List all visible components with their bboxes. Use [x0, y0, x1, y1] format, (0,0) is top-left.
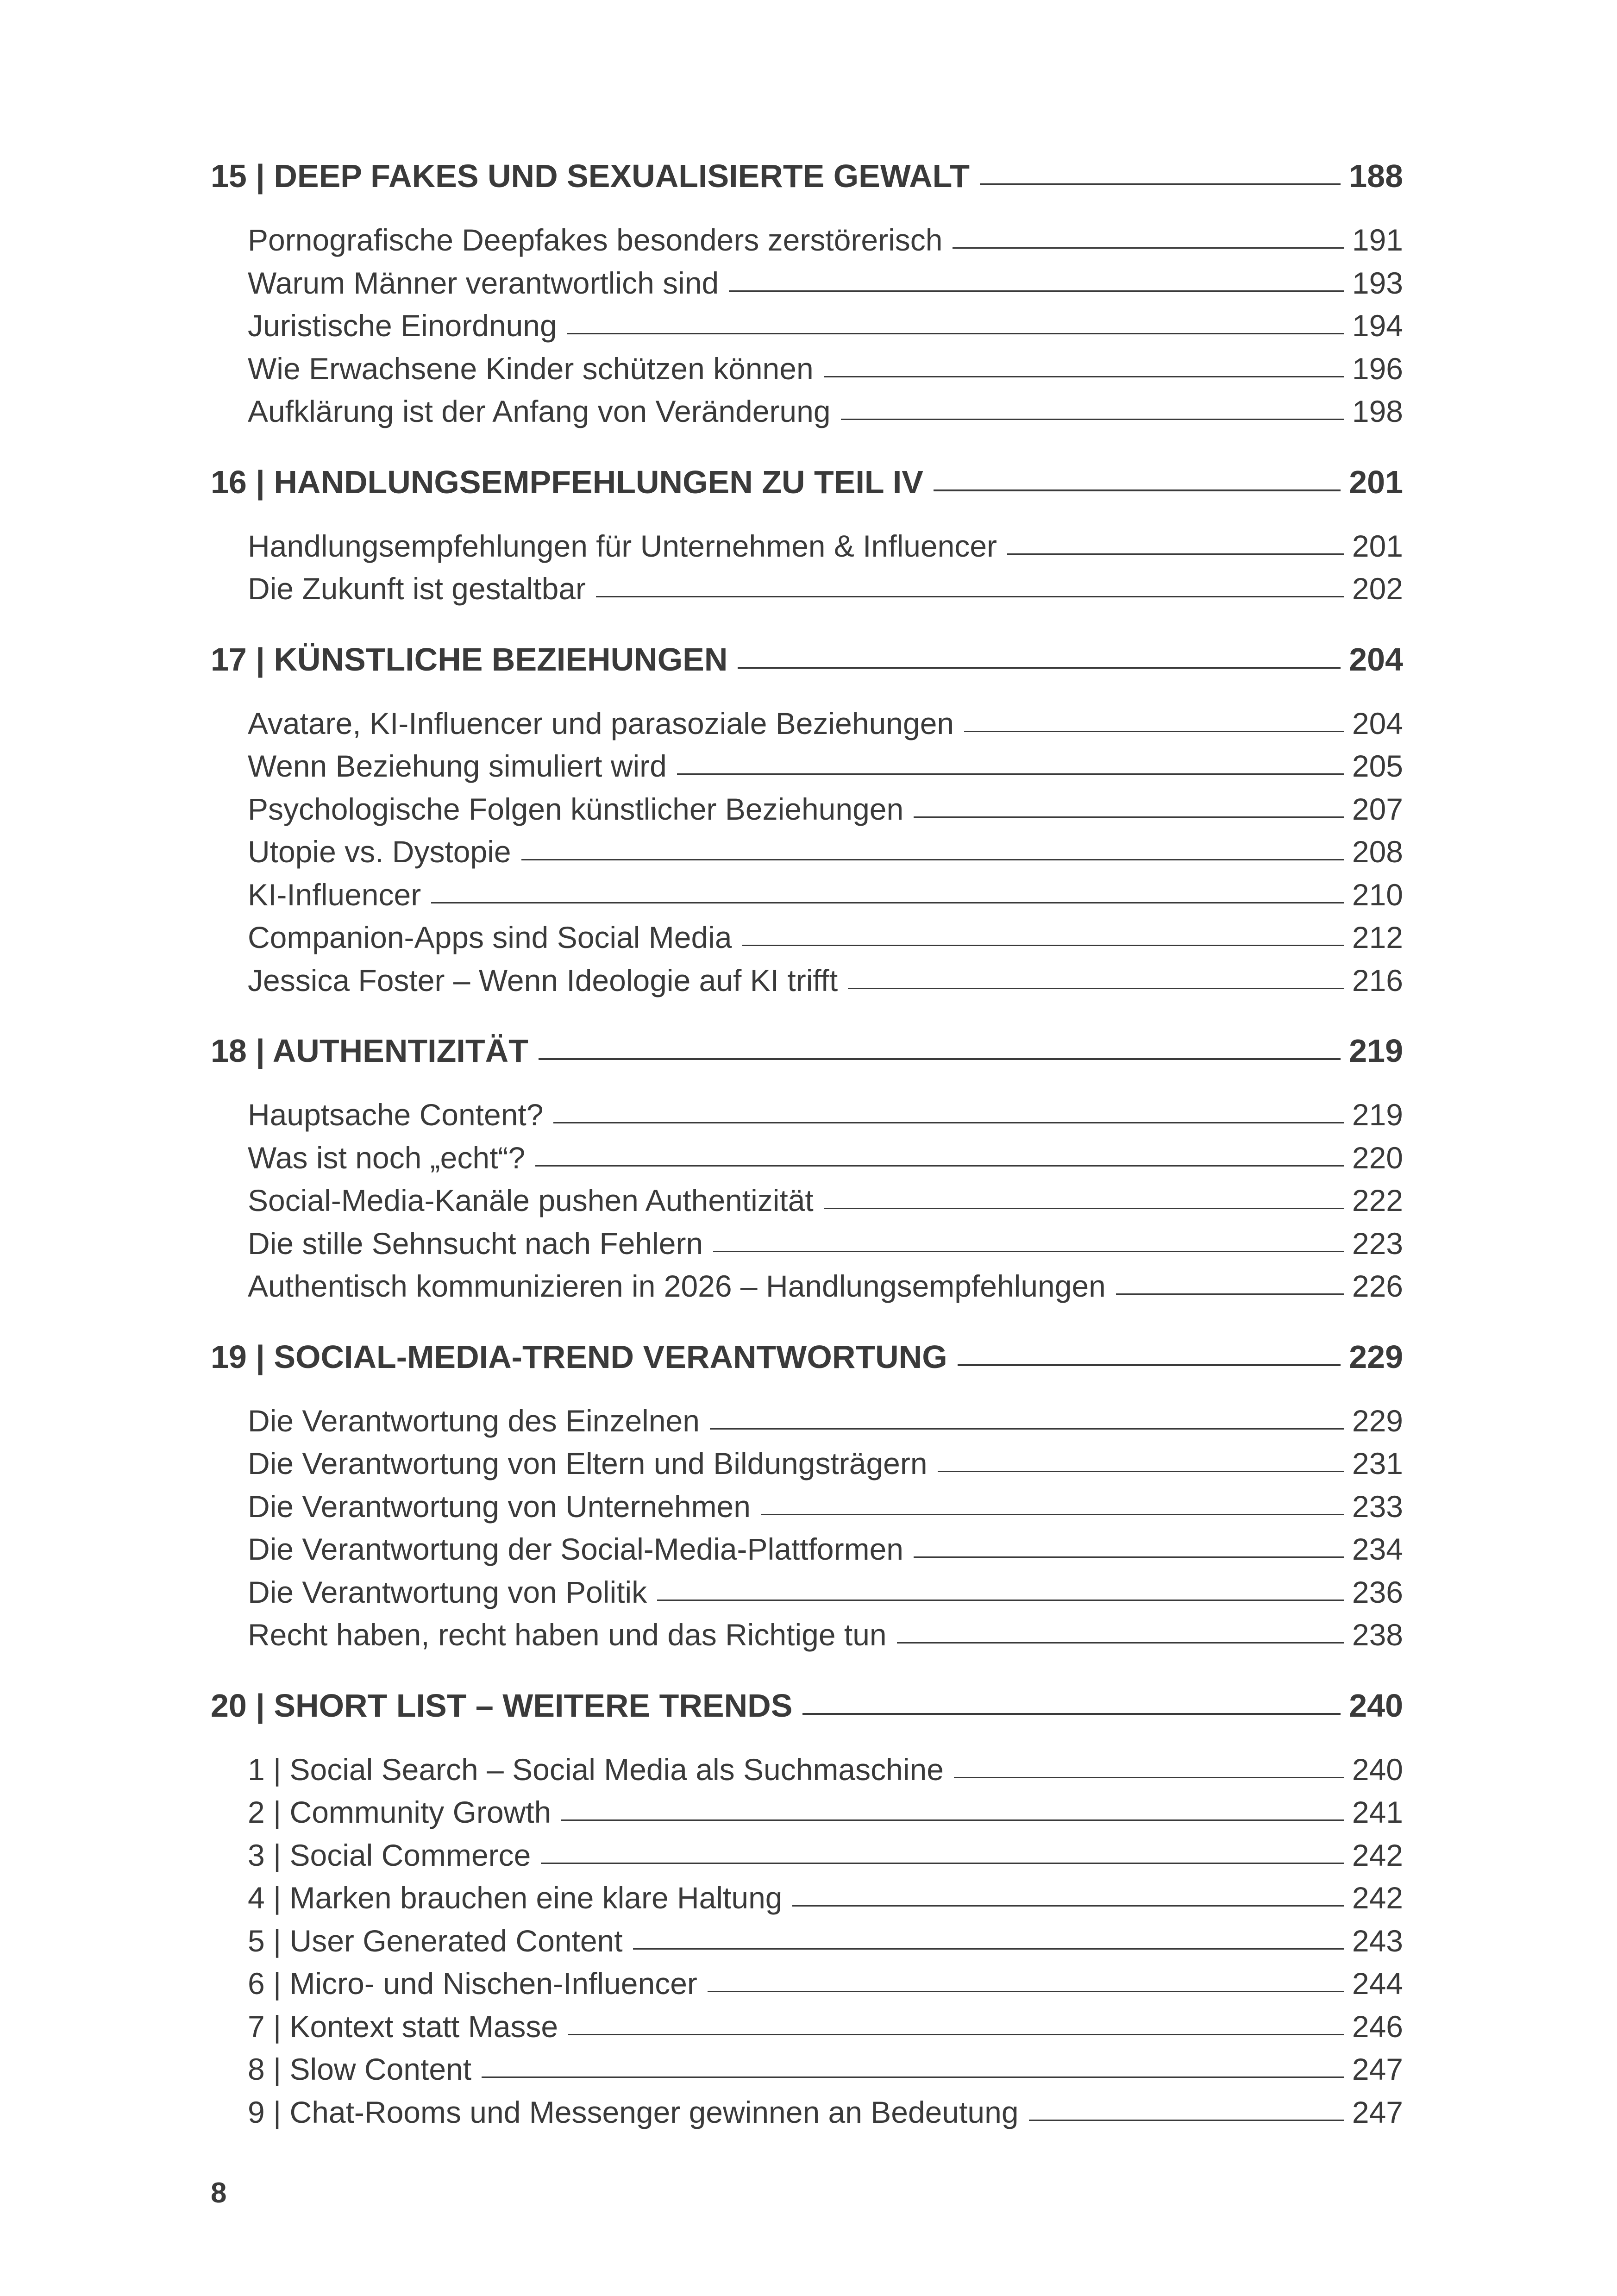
- entry-title: Hauptsache Content?: [248, 1098, 544, 1132]
- entry-page-number: 246: [1352, 2009, 1403, 2044]
- leader-line: [553, 1122, 1343, 1123]
- page-number: 8: [211, 2177, 227, 2209]
- entry-page-number: 202: [1352, 571, 1403, 606]
- toc-entry[interactable]: [211, 1752, 1403, 1795]
- leader-line: [568, 2034, 1344, 2035]
- toc-entry[interactable]: [211, 1140, 1403, 1183]
- chapter-title: 18 | AUTHENTIZITÄT: [211, 1033, 528, 1069]
- entry-title: Avatare, KI-Influencer und parasoziale Beziehungen: [248, 706, 954, 740]
- entry-title: 4 | Marken brauchen eine klare Haltung: [248, 1881, 783, 1915]
- leader-line: [761, 1514, 1344, 1515]
- entry-page-number: 236: [1352, 1575, 1403, 1609]
- entry-page-number: 219: [1352, 1098, 1403, 1132]
- entry-page-number: 234: [1352, 1532, 1403, 1566]
- toc-chapter-heading[interactable]: [211, 157, 1403, 207]
- entry-page-number: 243: [1352, 1923, 1403, 1958]
- entry-page-number: 212: [1352, 920, 1403, 954]
- entry-page-number: 205: [1352, 749, 1403, 783]
- chapter-title: 20 | SHORT LIST – WEITERE TRENDS: [211, 1687, 793, 1724]
- entry-title: Wenn Beziehung simuliert wird: [248, 749, 667, 783]
- toc-entry[interactable]: [211, 1794, 1403, 1838]
- leader-line: [482, 2076, 1344, 2078]
- toc-entry[interactable]: [211, 571, 1403, 614]
- leader-line: [677, 773, 1344, 775]
- toc-chapter-heading[interactable]: [211, 1338, 1403, 1388]
- toc-entry[interactable]: [211, 1966, 1403, 2009]
- entry-title: Pornografische Deepfakes besonders zerstörerisch: [248, 223, 943, 257]
- leader-line: [848, 988, 1344, 989]
- leader-line: [824, 376, 1344, 377]
- chapter-title: 19 | SOCIAL-MEDIA-TREND VERANTWORTUNG: [211, 1338, 947, 1375]
- toc-entry[interactable]: [211, 1489, 1403, 1532]
- toc-entry[interactable]: [211, 1097, 1403, 1140]
- entry-page-number: 242: [1352, 1838, 1403, 1872]
- entry-title: 6 | Micro- und Nischen-Influencer: [248, 1966, 697, 2001]
- entry-page-number: 201: [1352, 528, 1403, 563]
- leader-line: [802, 1713, 1341, 1715]
- chapter-spacer: [211, 1388, 1403, 1403]
- entry-page-number: 226: [1352, 1269, 1403, 1303]
- leader-line: [561, 1819, 1344, 1821]
- entry-page-number: 210: [1352, 877, 1403, 912]
- leader-line: [710, 1428, 1344, 1430]
- toc-entry[interactable]: [211, 265, 1403, 308]
- entry-title: Social-Media-Kanäle pushen Authentizität: [248, 1183, 814, 1217]
- toc-entry[interactable]: [211, 748, 1403, 791]
- entry-page-number: 244: [1352, 1966, 1403, 2001]
- entry-page-number: 220: [1352, 1140, 1403, 1175]
- leader-line: [708, 1991, 1344, 1992]
- entry-title: KI-Influencer: [248, 877, 421, 912]
- entry-title: 2 | Community Growth: [248, 1795, 552, 1829]
- leader-line: [841, 419, 1344, 420]
- leader-line: [742, 945, 1344, 946]
- leader-line: [1007, 553, 1344, 555]
- entry-title: 1 | Social Search – Social Media als Suchmaschine: [248, 1752, 944, 1787]
- entry-title: Companion-Apps sind Social Media: [248, 920, 732, 954]
- leader-line: [938, 1471, 1344, 1472]
- toc-entry[interactable]: [211, 2051, 1403, 2095]
- entry-title: 3 | Social Commerce: [248, 1838, 531, 1872]
- chapter-page-number: 201: [1349, 464, 1403, 500]
- entry-page-number: 229: [1352, 1403, 1403, 1438]
- toc-entry[interactable]: [211, 1531, 1403, 1575]
- chapter-page-number: 240: [1349, 1687, 1403, 1724]
- entry-page-number: 196: [1352, 351, 1403, 386]
- toc-entry[interactable]: [211, 791, 1403, 834]
- entry-title: 9 | Chat-Rooms und Messenger gewinnen an Bedeutung: [248, 2095, 1019, 2129]
- leader-line: [633, 1948, 1344, 1950]
- toc-entry[interactable]: [211, 1575, 1403, 1618]
- toc-chapter-heading[interactable]: [211, 641, 1403, 691]
- leader-line: [521, 859, 1344, 860]
- entry-page-number: 242: [1352, 1881, 1403, 1915]
- entry-page-number: 233: [1352, 1489, 1403, 1524]
- chapter-title: 15 | DEEP FAKES UND SEXUALISIERTE GEWALT: [211, 158, 970, 194]
- entry-page-number: 241: [1352, 1795, 1403, 1829]
- toc-entry[interactable]: [211, 834, 1403, 877]
- leader-line: [541, 1863, 1344, 1864]
- entry-page-number: 247: [1352, 2052, 1403, 2086]
- entry-page-number: 247: [1352, 2095, 1403, 2129]
- entry-page-number: 191: [1352, 223, 1403, 257]
- toc-chapter-heading[interactable]: [211, 1032, 1403, 1082]
- toc-entry[interactable]: [211, 1838, 1403, 1881]
- entry-title: 7 | Kontext statt Masse: [248, 2009, 558, 2044]
- entry-page-number: 193: [1352, 265, 1403, 300]
- toc-entry[interactable]: [211, 1403, 1403, 1446]
- toc-entry[interactable]: [211, 2095, 1403, 2138]
- entry-page-number: 223: [1352, 1226, 1403, 1261]
- toc-entry[interactable]: [211, 877, 1403, 920]
- entry-title: Psychologische Folgen künstlicher Beziehungen: [248, 791, 904, 826]
- leader-line: [792, 1905, 1343, 1907]
- toc-entry[interactable]: [211, 1880, 1403, 1923]
- leader-line: [980, 183, 1341, 185]
- toc-chapter-heading[interactable]: [211, 1687, 1403, 1737]
- toc-entry[interactable]: [211, 1617, 1403, 1660]
- leader-line: [1029, 2120, 1344, 2121]
- toc-entry[interactable]: [211, 2009, 1403, 2052]
- chapter-spacer: [211, 207, 1403, 222]
- entry-title: Warum Männer verantwortlich sind: [248, 265, 719, 300]
- entry-page-number: 231: [1352, 1446, 1403, 1480]
- toc-entry[interactable]: [211, 963, 1403, 1006]
- entry-title: Die Verantwortung der Social-Media-Plattformen: [248, 1532, 904, 1566]
- entry-title: Utopie vs. Dystopie: [248, 834, 511, 869]
- entry-page-number: 222: [1352, 1183, 1403, 1217]
- chapter-spacer: [211, 514, 1403, 528]
- entry-title: Wie Erwachsene Kinder schützen können: [248, 351, 814, 386]
- leader-line: [897, 1642, 1344, 1644]
- entry-title: Was ist noch „echt“?: [248, 1140, 526, 1175]
- chapter-page-number: 229: [1349, 1338, 1403, 1375]
- leader-line: [535, 1165, 1344, 1167]
- chapter-page-number: 204: [1349, 641, 1403, 678]
- entry-title: Aufklärung ist der Anfang von Veränderung: [248, 394, 831, 428]
- entry-title: 8 | Slow Content: [248, 2052, 472, 2086]
- chapter-spacer: [211, 691, 1403, 706]
- entry-page-number: 207: [1352, 791, 1403, 826]
- toc-entry[interactable]: [211, 1268, 1403, 1311]
- entry-title: Die Verantwortung von Politik: [248, 1575, 647, 1609]
- toc-entry[interactable]: [211, 308, 1403, 351]
- chapter-title: 16 | HANDLUNGSEMPFEHLUNGEN ZU TEIL IV: [211, 464, 923, 500]
- entry-title: Die Zukunft ist gestaltbar: [248, 571, 586, 606]
- entry-title: Die stille Sehnsucht nach Fehlern: [248, 1226, 703, 1261]
- leader-line: [964, 731, 1344, 732]
- entry-title: Die Verantwortung von Eltern und Bildungsträgern: [248, 1446, 928, 1480]
- toc-entry[interactable]: [211, 1183, 1403, 1226]
- leader-line: [713, 1251, 1344, 1252]
- entry-title: 5 | User Generated Content: [248, 1923, 623, 1958]
- entry-page-number: 204: [1352, 706, 1403, 740]
- leader-line: [738, 667, 1341, 669]
- entry-page-number: 208: [1352, 834, 1403, 869]
- leader-line: [596, 596, 1344, 597]
- entry-title: Authentisch kommunizieren in 2026 – Handlungsempfehlungen: [248, 1269, 1106, 1303]
- entry-page-number: 238: [1352, 1618, 1403, 1652]
- leader-line: [914, 1556, 1344, 1558]
- leader-line: [934, 489, 1341, 491]
- toc-entry[interactable]: [211, 1226, 1403, 1269]
- leader-line: [954, 1777, 1344, 1778]
- entry-page-number: 194: [1352, 308, 1403, 343]
- entry-page-number: 216: [1352, 963, 1403, 997]
- entry-title: Die Verantwortung des Einzelnen: [248, 1403, 700, 1438]
- entry-page-number: 198: [1352, 394, 1403, 428]
- table-of-contents: [211, 157, 1403, 2137]
- leader-line: [953, 247, 1343, 249]
- entry-title: Juristische Einordnung: [248, 308, 557, 343]
- leader-line: [539, 1058, 1341, 1060]
- toc-chapter-heading[interactable]: [211, 464, 1403, 514]
- chapter-spacer: [211, 1082, 1403, 1097]
- toc-entry[interactable]: [211, 222, 1403, 265]
- toc-entry[interactable]: [211, 528, 1403, 571]
- leader-line: [824, 1208, 1344, 1209]
- leader-line: [1116, 1293, 1344, 1295]
- entry-title: Recht haben, recht haben und das Richtige tun: [248, 1618, 887, 1652]
- toc-entry[interactable]: [211, 1446, 1403, 1489]
- toc-entry[interactable]: [211, 1923, 1403, 1966]
- entry-title: Die Verantwortung von Unternehmen: [248, 1489, 751, 1524]
- chapter-page-number: 219: [1349, 1033, 1403, 1069]
- toc-entry[interactable]: [211, 394, 1403, 437]
- leader-line: [567, 333, 1344, 334]
- chapter-title: 17 | KÜNSTLICHE BEZIEHUNGEN: [211, 641, 728, 678]
- entry-title: Jessica Foster – Wenn Ideologie auf KI trifft: [248, 963, 838, 997]
- toc-entry[interactable]: [211, 351, 1403, 394]
- leader-line: [729, 290, 1344, 292]
- entry-title: Handlungsempfehlungen für Unternehmen & Influencer: [248, 528, 997, 563]
- entry-page-number: 240: [1352, 1752, 1403, 1787]
- leader-line: [958, 1364, 1341, 1366]
- chapter-page-number: 188: [1349, 158, 1403, 194]
- chapter-spacer: [211, 1737, 1403, 1752]
- leader-line: [657, 1600, 1344, 1601]
- leader-line: [431, 902, 1344, 903]
- toc-entry[interactable]: [211, 706, 1403, 749]
- leader-line: [914, 816, 1344, 818]
- toc-entry[interactable]: [211, 920, 1403, 963]
